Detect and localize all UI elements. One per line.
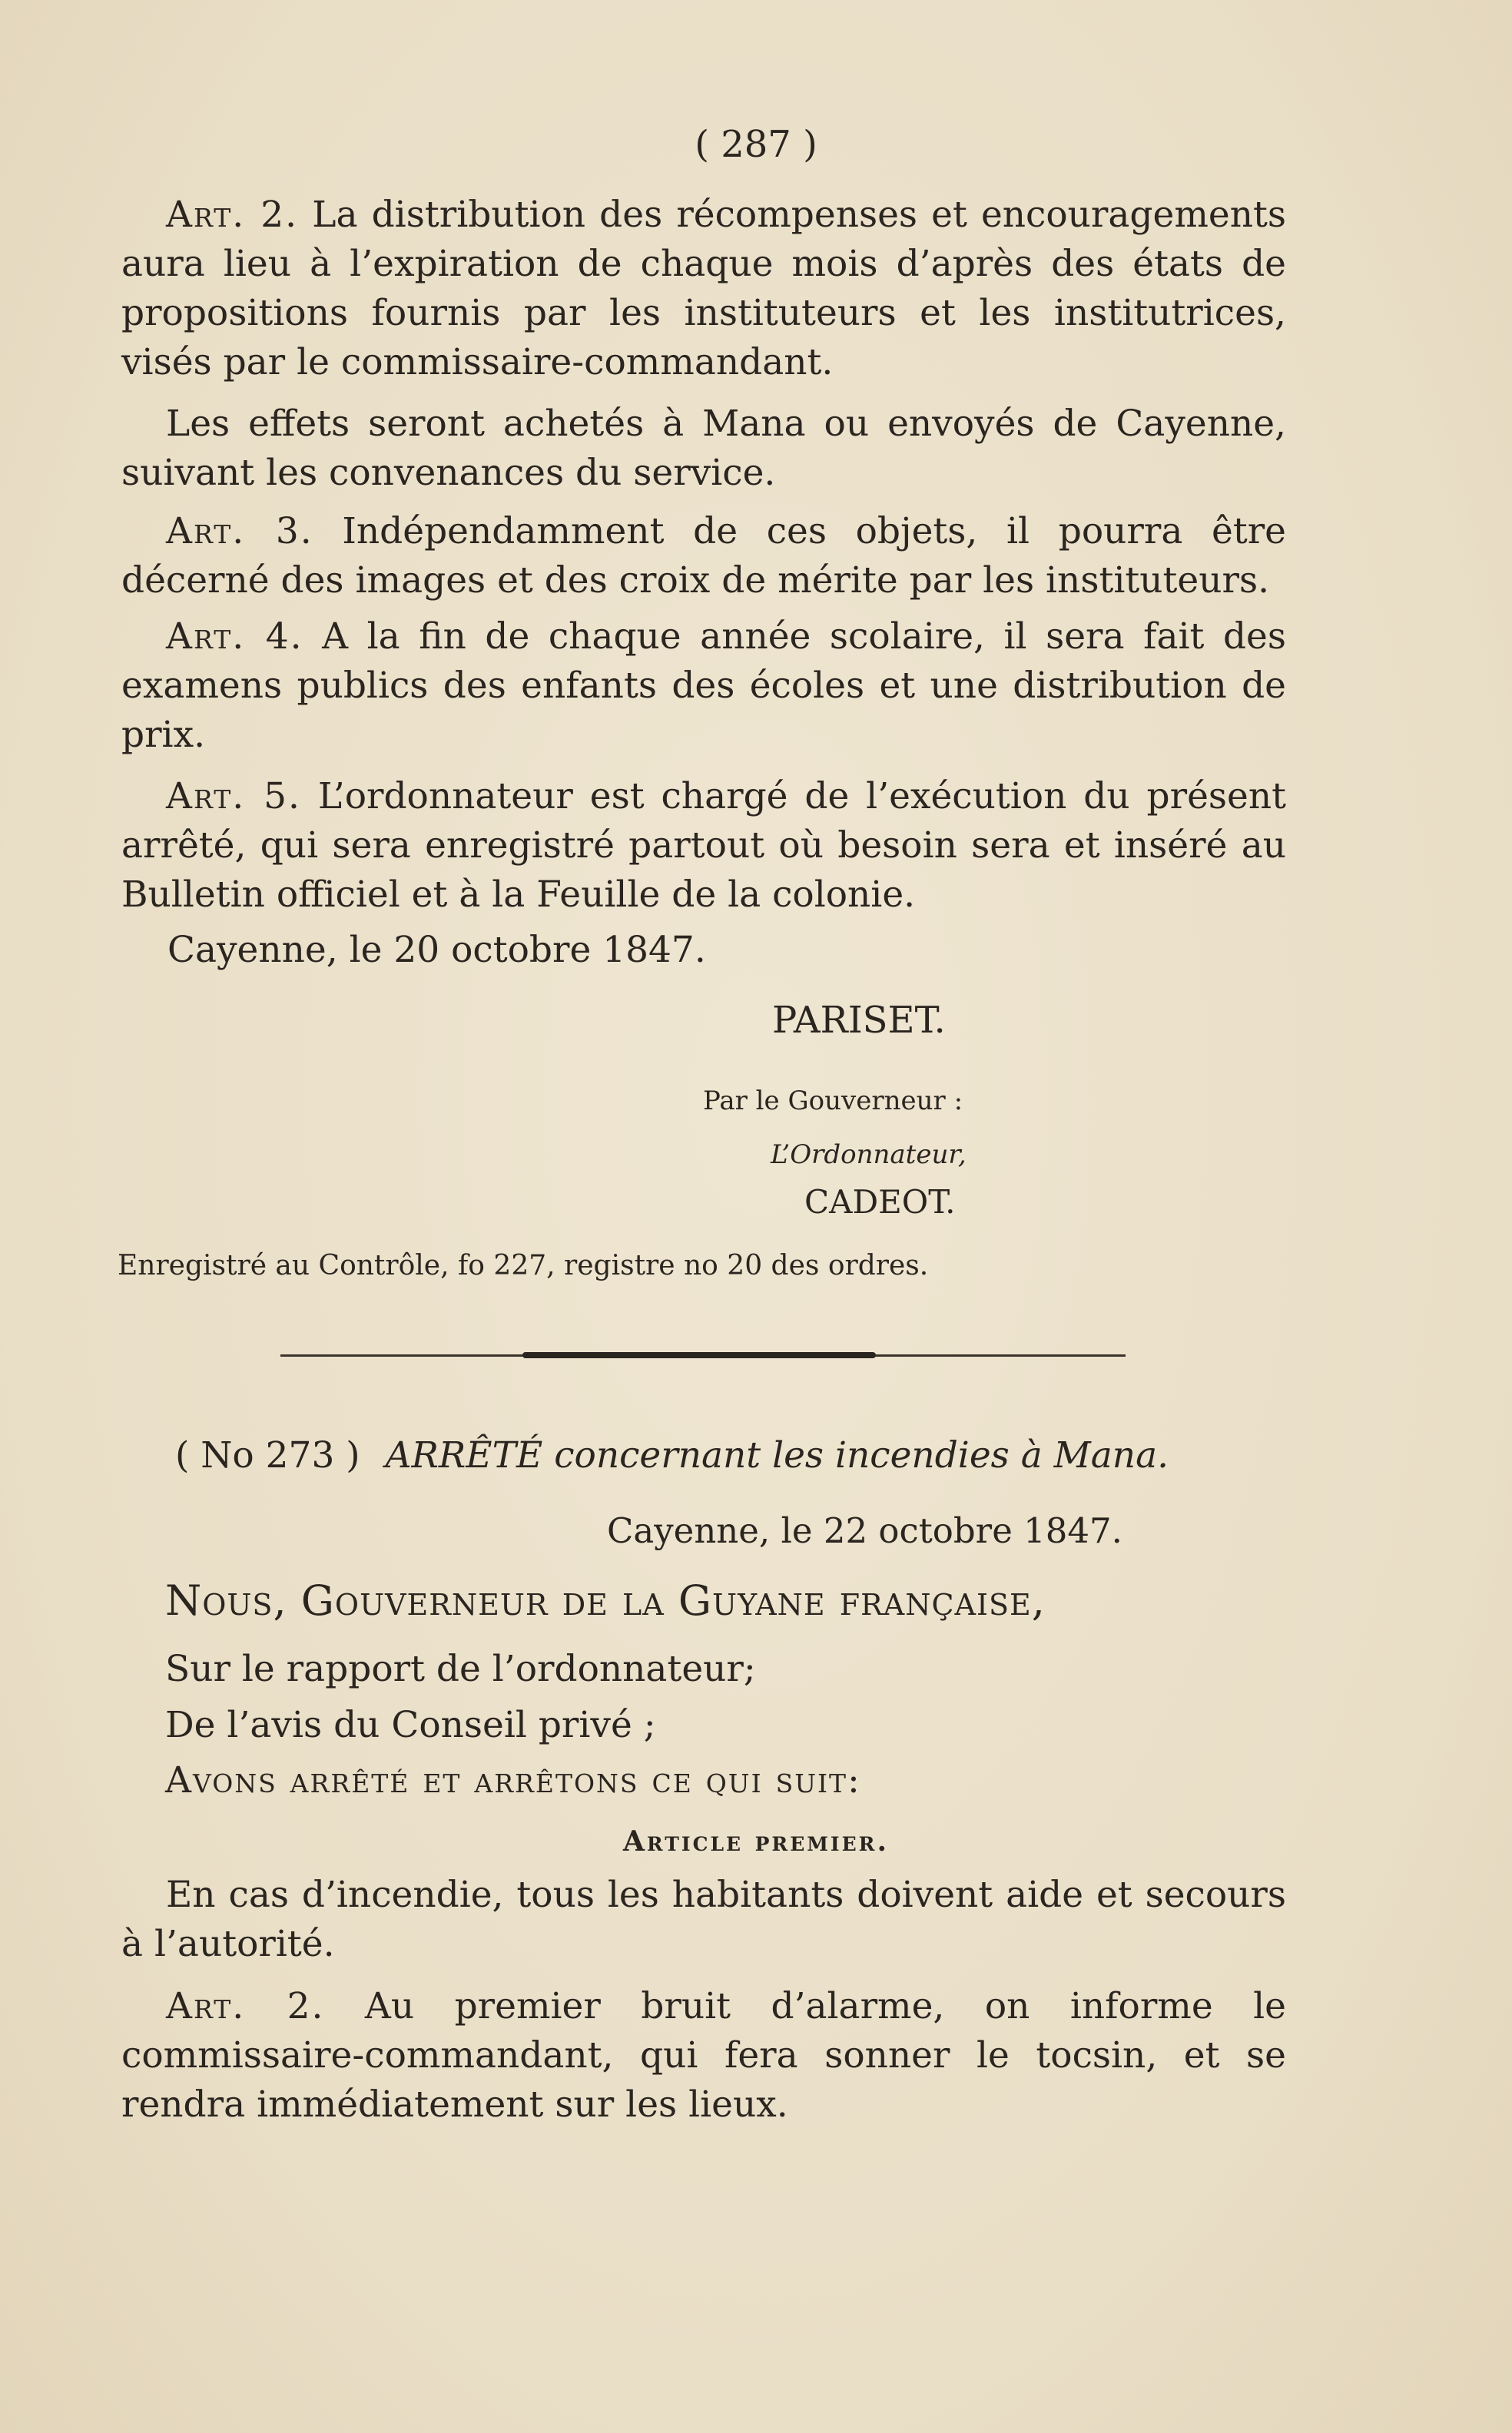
decree-article-2-text: Au premier bruit d’alarme, on informe le commissaire-commandant, qui fera sonner le tocsin, et se rendra immédiatement sur les lieux. — [121, 1985, 1286, 2126]
par-le-gouverneur: Par le Gouverneur : — [703, 1086, 963, 1116]
article-4-label: Art. 4. — [166, 615, 303, 658]
article-5-paragraph — [121, 772, 1286, 920]
decree-heading — [175, 1434, 1169, 1477]
article-5-label: Art. 5. — [166, 775, 301, 817]
article-2-label: Art. 2. — [166, 194, 299, 236]
article-4-text: A la fin de chaque année scolaire, il sera fait des examens publics des enfants des écoles et une distribution de prix. — [121, 615, 1286, 756]
article-2-paragraph — [121, 191, 1286, 387]
article-3-paragraph — [121, 507, 1286, 605]
section-divider-thick — [522, 1352, 876, 1358]
avis-conseil: De l’avis du Conseil privé ; — [165, 1704, 656, 1746]
decree-article-2-label: Art. 2. — [166, 1985, 325, 2027]
decree-date: Cayenne, le 22 octobre 1847. — [607, 1510, 1122, 1551]
avons-arrete: Avons arrêté et arrêtons ce qui suit: — [165, 1759, 861, 1802]
ordonnateur-role: L’Ordonnateur, — [771, 1139, 967, 1170]
article-3-label: Art. 3. — [166, 510, 313, 552]
decree-article-1-text: En cas d’incendie, tous les habitants doivent aide et secours à l’autorité. — [121, 1874, 1286, 1965]
article-4-paragraph — [121, 612, 1286, 760]
signature-cadeot: CADEOT. — [804, 1183, 956, 1221]
decree-article-2-paragraph — [121, 1982, 1286, 2130]
sur-le-rapport: Sur le rapport de l’ordonnateur; — [165, 1648, 756, 1690]
enregistre-controle: Enregistré au Contrôle, fo 227, registre no 20 des ordres. — [118, 1250, 929, 1281]
cayenne-date-1: Cayenne, le 20 octobre 1847. — [167, 929, 706, 971]
page-number: ( 287 ) — [695, 123, 817, 166]
article-3-text: Indépendamment de ces objets, il pourra être décerné des images et des croix de mérite par les instituteurs. — [121, 510, 1286, 602]
article-2-text: La distribution des récompenses et encouragements aura lieu à l’expiration de chaque mois d’après des états de propositions fournis par les instituteurs et les institutrices, visés par le commissaire-commandant. — [121, 194, 1286, 383]
nous-gouverneur: Nous, Gouverneur de la Guyane française, — [165, 1576, 1046, 1625]
article-5-text: L’ordonnateur est chargé de l’exécution du présent arrêté, qui sera enregistré partout où besoin sera et inséré au Bulletin officiel et à la Feuille de la colonie. — [121, 775, 1286, 916]
effets-paragraph: Les effets seront achetés à Mana ou envoyés de Cayenne, suivant les convenances du service. — [121, 403, 1286, 494]
decree-title: ARRÊTÉ concernant les incendies à Mana. — [385, 1434, 1169, 1477]
signature-pariset: PARISET. — [772, 999, 946, 1042]
article-premier-heading: Article premier. — [623, 1825, 889, 1858]
decree-number: ( No 273 ) — [175, 1434, 360, 1477]
